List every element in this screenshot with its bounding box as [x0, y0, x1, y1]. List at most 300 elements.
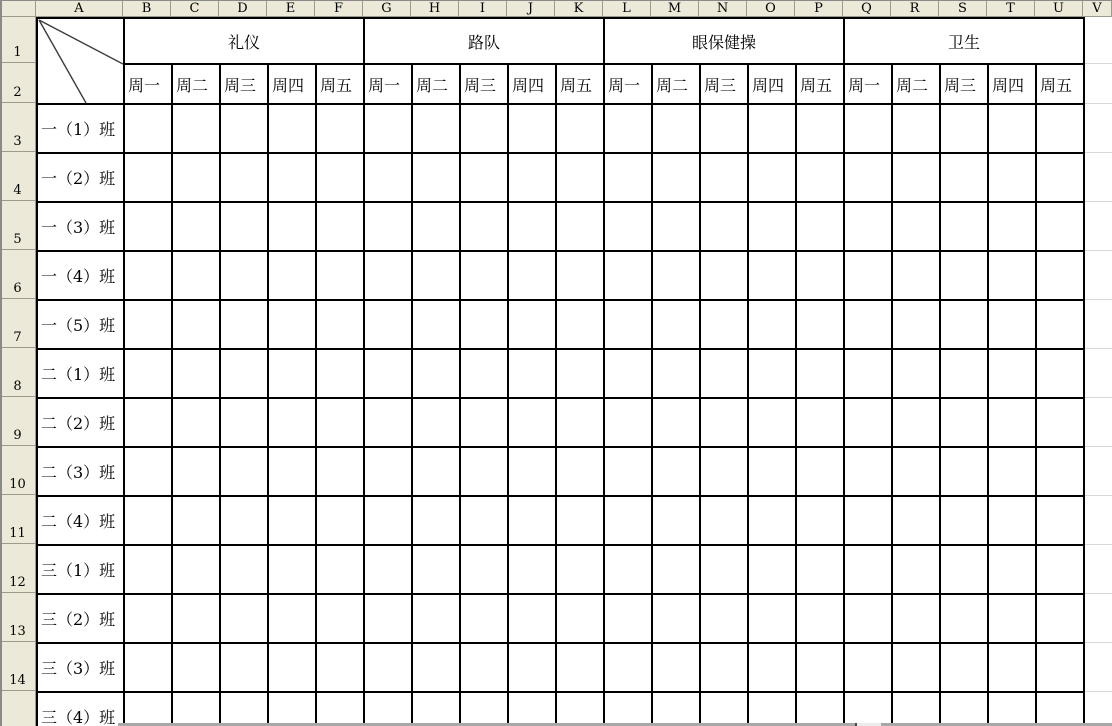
diagonal-header-cell[interactable]	[38, 19, 125, 105]
grid-cell[interactable]	[605, 154, 653, 203]
grid-cell[interactable]	[1037, 252, 1085, 301]
grid-cell[interactable]	[509, 399, 557, 448]
grid-cell[interactable]	[461, 497, 509, 546]
grid-cell[interactable]	[461, 203, 509, 252]
grid-cell[interactable]	[989, 497, 1037, 546]
grid-cell[interactable]	[1037, 693, 1085, 726]
grid-cell[interactable]	[989, 350, 1037, 399]
grid-cell[interactable]	[317, 546, 365, 595]
row-header-8[interactable]: 8	[0, 348, 36, 397]
grid-cell[interactable]	[557, 693, 605, 726]
grid-cell[interactable]	[365, 399, 413, 448]
weekday-header-cell[interactable]: 周五	[1037, 65, 1085, 105]
grid-cell[interactable]	[941, 693, 989, 726]
grid-cell[interactable]	[989, 154, 1037, 203]
column-header-J[interactable]: J	[507, 0, 555, 17]
weekday-header-cell[interactable]: 周五	[557, 65, 605, 105]
grid-cell[interactable]	[941, 546, 989, 595]
grid-cell[interactable]	[221, 644, 269, 693]
grid-cell[interactable]	[653, 154, 701, 203]
grid-cell[interactable]	[461, 595, 509, 644]
grid-cell[interactable]	[461, 644, 509, 693]
grid-cell[interactable]	[989, 693, 1037, 726]
grid-cell[interactable]	[941, 350, 989, 399]
grid-cell[interactable]	[845, 301, 893, 350]
grid-cell[interactable]	[413, 154, 461, 203]
weekday-header-cell[interactable]: 周三	[701, 65, 749, 105]
grid-cell[interactable]	[989, 105, 1037, 154]
grid-cell[interactable]	[653, 644, 701, 693]
column-header-N[interactable]: N	[699, 0, 747, 17]
grid-cell[interactable]	[1037, 203, 1085, 252]
grid-cell[interactable]	[605, 693, 653, 726]
grid-cell[interactable]	[509, 252, 557, 301]
column-header-Q[interactable]: Q	[843, 0, 891, 17]
grid-cell[interactable]	[269, 693, 317, 726]
row-header-9[interactable]: 9	[0, 397, 36, 446]
grid-cell[interactable]	[509, 693, 557, 726]
grid-cell[interactable]	[701, 497, 749, 546]
grid-cell[interactable]	[317, 105, 365, 154]
column-header-A[interactable]: A	[36, 0, 123, 17]
column-header-B[interactable]: B	[123, 0, 171, 17]
grid-cell[interactable]	[893, 301, 941, 350]
grid-cell[interactable]	[461, 399, 509, 448]
grid-cell[interactable]	[413, 448, 461, 497]
column-header-G[interactable]: G	[363, 0, 411, 17]
grid-cell[interactable]	[1037, 644, 1085, 693]
grid-cell[interactable]	[701, 399, 749, 448]
grid-cell[interactable]	[557, 203, 605, 252]
grid-cell[interactable]	[749, 301, 797, 350]
grid-cell[interactable]	[701, 203, 749, 252]
column-header-V[interactable]: V	[1083, 0, 1112, 17]
grid-cell[interactable]	[605, 497, 653, 546]
grid-cell[interactable]	[845, 448, 893, 497]
grid-cell[interactable]	[845, 693, 893, 726]
grid-cell[interactable]	[461, 350, 509, 399]
grid-cell[interactable]	[365, 350, 413, 399]
grid-cell[interactable]	[509, 203, 557, 252]
grid-cell[interactable]	[125, 105, 173, 154]
grid-cell[interactable]	[365, 252, 413, 301]
grid-cell[interactable]	[797, 399, 845, 448]
column-header-R[interactable]: R	[891, 0, 939, 17]
grid-cell[interactable]	[413, 595, 461, 644]
weekday-header-cell[interactable]: 周四	[749, 65, 797, 105]
grid-cell[interactable]	[701, 252, 749, 301]
grid-cell[interactable]	[893, 252, 941, 301]
grid-cell[interactable]	[893, 105, 941, 154]
weekday-header-cell[interactable]: 周五	[317, 65, 365, 105]
grid-cell[interactable]	[941, 497, 989, 546]
grid-cell[interactable]	[413, 252, 461, 301]
grid-cell[interactable]	[989, 399, 1037, 448]
grid-cell[interactable]	[797, 448, 845, 497]
grid-cell[interactable]	[461, 105, 509, 154]
class-name-cell[interactable]: 三（2）班	[38, 595, 125, 644]
grid-cell[interactable]	[605, 546, 653, 595]
row-header-7[interactable]: 7	[0, 299, 36, 348]
grid-cell[interactable]	[461, 546, 509, 595]
grid-cell[interactable]	[557, 105, 605, 154]
row-header-14[interactable]: 14	[0, 642, 36, 691]
grid-cell[interactable]	[989, 203, 1037, 252]
grid-cell[interactable]	[509, 546, 557, 595]
grid-cell[interactable]	[845, 399, 893, 448]
column-header-E[interactable]: E	[267, 0, 315, 17]
grid-cell[interactable]	[941, 252, 989, 301]
grid-cell[interactable]	[269, 105, 317, 154]
grid-cell[interactable]	[605, 399, 653, 448]
grid-cell[interactable]	[797, 154, 845, 203]
grid-cell[interactable]	[1037, 105, 1085, 154]
grid-cell[interactable]	[509, 644, 557, 693]
grid-cell[interactable]	[173, 203, 221, 252]
grid-cell[interactable]	[893, 497, 941, 546]
grid-cell[interactable]	[1037, 497, 1085, 546]
grid-cell[interactable]	[557, 301, 605, 350]
grid-cell[interactable]	[125, 301, 173, 350]
grid-cell[interactable]	[317, 693, 365, 726]
grid-cell[interactable]	[797, 595, 845, 644]
grid-cell[interactable]	[173, 644, 221, 693]
grid-cell[interactable]	[797, 252, 845, 301]
grid-cell[interactable]	[221, 252, 269, 301]
grid-cell[interactable]	[125, 203, 173, 252]
grid-cell[interactable]	[461, 693, 509, 726]
grid-cell[interactable]	[749, 350, 797, 399]
grid-cell[interactable]	[797, 203, 845, 252]
grid-cell[interactable]	[989, 644, 1037, 693]
grid-cell[interactable]	[797, 301, 845, 350]
row-header-4[interactable]: 4	[0, 152, 36, 201]
grid-cell[interactable]	[701, 693, 749, 726]
grid-cell[interactable]	[749, 105, 797, 154]
grid-cell[interactable]	[125, 399, 173, 448]
row-header-6[interactable]: 6	[0, 250, 36, 299]
grid-cell[interactable]	[125, 154, 173, 203]
grid-cell[interactable]	[941, 595, 989, 644]
class-name-cell[interactable]: 二（1）班	[38, 350, 125, 399]
grid-cell[interactable]	[365, 595, 413, 644]
grid-cell[interactable]	[845, 350, 893, 399]
grid-cell[interactable]	[509, 350, 557, 399]
row-header-5[interactable]: 5	[0, 201, 36, 250]
grid-cell[interactable]	[125, 595, 173, 644]
grid-cell[interactable]	[941, 105, 989, 154]
grid-cell[interactable]	[653, 350, 701, 399]
grid-cell[interactable]	[749, 497, 797, 546]
grid-cell[interactable]	[413, 301, 461, 350]
grid-cell[interactable]	[749, 252, 797, 301]
column-header-K[interactable]: K	[555, 0, 603, 17]
grid-cell[interactable]	[269, 497, 317, 546]
grid-cell[interactable]	[605, 595, 653, 644]
weekday-header-cell[interactable]: 周三	[941, 65, 989, 105]
grid-cell[interactable]	[317, 497, 365, 546]
grid-cell[interactable]	[413, 399, 461, 448]
grid-cell[interactable]	[1037, 399, 1085, 448]
section-header-cell[interactable]: 礼仪	[125, 19, 365, 65]
grid-cell[interactable]	[461, 252, 509, 301]
grid-cell[interactable]	[317, 350, 365, 399]
grid-cell[interactable]	[749, 399, 797, 448]
grid-cell[interactable]	[845, 546, 893, 595]
grid-cell[interactable]	[893, 644, 941, 693]
grid-cell[interactable]	[797, 350, 845, 399]
grid-cell[interactable]	[605, 203, 653, 252]
grid-cell[interactable]	[797, 105, 845, 154]
grid-cell[interactable]	[701, 595, 749, 644]
grid-cell[interactable]	[221, 399, 269, 448]
row-header-1[interactable]: 1	[0, 17, 36, 63]
grid-cell[interactable]	[173, 595, 221, 644]
grid-cell[interactable]	[989, 252, 1037, 301]
grid-cell[interactable]	[845, 644, 893, 693]
grid-cell[interactable]	[125, 497, 173, 546]
class-name-cell[interactable]: 一（1）班	[38, 105, 125, 154]
class-name-cell[interactable]: 一（2）班	[38, 154, 125, 203]
weekday-header-cell[interactable]: 周一	[845, 65, 893, 105]
column-header-D[interactable]: D	[219, 0, 267, 17]
class-name-cell[interactable]: 三（4）班	[38, 693, 125, 726]
grid-cell[interactable]	[797, 644, 845, 693]
weekday-header-cell[interactable]: 周一	[125, 65, 173, 105]
weekday-header-cell[interactable]: 周二	[173, 65, 221, 105]
grid-cell[interactable]	[845, 154, 893, 203]
class-name-cell[interactable]: 一（5）班	[38, 301, 125, 350]
weekday-header-cell[interactable]: 周三	[221, 65, 269, 105]
grid-cell[interactable]	[509, 595, 557, 644]
grid-cell[interactable]	[173, 399, 221, 448]
class-name-cell[interactable]: 三（3）班	[38, 644, 125, 693]
grid-cell[interactable]	[125, 644, 173, 693]
select-all-corner[interactable]	[0, 0, 36, 17]
grid-cell[interactable]	[749, 448, 797, 497]
grid-cell[interactable]	[941, 154, 989, 203]
grid-cell[interactable]	[605, 644, 653, 693]
grid-cell[interactable]	[749, 546, 797, 595]
grid-cell[interactable]	[221, 203, 269, 252]
class-name-cell[interactable]: 二（3）班	[38, 448, 125, 497]
grid-cell[interactable]	[989, 448, 1037, 497]
column-header-S[interactable]: S	[939, 0, 987, 17]
grid-cell[interactable]	[221, 154, 269, 203]
grid-cell[interactable]	[845, 252, 893, 301]
grid-cell[interactable]	[509, 154, 557, 203]
column-header-T[interactable]: T	[987, 0, 1035, 17]
grid-cell[interactable]	[221, 301, 269, 350]
row-header-15[interactable]	[0, 691, 36, 726]
grid-cell[interactable]	[461, 301, 509, 350]
grid-cell[interactable]	[893, 448, 941, 497]
grid-cell[interactable]	[269, 595, 317, 644]
grid-cell[interactable]	[653, 693, 701, 726]
grid-cell[interactable]	[653, 546, 701, 595]
grid-cell[interactable]	[317, 448, 365, 497]
grid-cell[interactable]	[461, 154, 509, 203]
grid-cell[interactable]	[701, 154, 749, 203]
grid-cell[interactable]	[365, 644, 413, 693]
weekday-header-cell[interactable]: 周二	[653, 65, 701, 105]
grid-cell[interactable]	[701, 546, 749, 595]
grid-cell[interactable]	[413, 644, 461, 693]
grid-cell[interactable]	[365, 154, 413, 203]
grid-cell[interactable]	[173, 105, 221, 154]
grid-cell[interactable]	[365, 448, 413, 497]
grid-cell[interactable]	[941, 399, 989, 448]
grid-cell[interactable]	[317, 595, 365, 644]
grid-cell[interactable]	[1037, 595, 1085, 644]
grid-cell[interactable]	[893, 693, 941, 726]
grid-cell[interactable]	[845, 203, 893, 252]
column-header-L[interactable]: L	[603, 0, 651, 17]
grid-cell[interactable]	[509, 448, 557, 497]
grid-cell[interactable]	[941, 644, 989, 693]
grid-cell[interactable]	[605, 448, 653, 497]
grid-cell[interactable]	[173, 546, 221, 595]
grid-cell[interactable]	[605, 252, 653, 301]
grid-cell[interactable]	[701, 350, 749, 399]
weekday-header-cell[interactable]: 周四	[989, 65, 1037, 105]
grid-cell[interactable]	[605, 350, 653, 399]
grid-cell[interactable]	[221, 595, 269, 644]
column-header-C[interactable]: C	[171, 0, 219, 17]
grid-cell[interactable]	[413, 105, 461, 154]
grid-cell[interactable]	[221, 497, 269, 546]
grid-cell[interactable]	[749, 595, 797, 644]
grid-cell[interactable]	[269, 154, 317, 203]
grid-cell[interactable]	[701, 105, 749, 154]
grid-cell[interactable]	[941, 203, 989, 252]
grid-cell[interactable]	[269, 399, 317, 448]
grid-cell[interactable]	[317, 203, 365, 252]
section-header-cell[interactable]: 路队	[365, 19, 605, 65]
row-header-12[interactable]: 12	[0, 544, 36, 593]
grid-cell[interactable]	[509, 301, 557, 350]
class-name-cell[interactable]: 一（3）班	[38, 203, 125, 252]
grid-cell[interactable]	[893, 595, 941, 644]
grid-cell[interactable]	[653, 595, 701, 644]
column-header-P[interactable]: P	[795, 0, 843, 17]
column-header-F[interactable]: F	[315, 0, 363, 17]
grid-cell[interactable]	[509, 105, 557, 154]
grid-cell[interactable]	[653, 105, 701, 154]
class-name-cell[interactable]: 二（4）班	[38, 497, 125, 546]
grid-cell[interactable]	[365, 497, 413, 546]
grid-cell[interactable]	[173, 252, 221, 301]
grid-cell[interactable]	[893, 546, 941, 595]
grid-cell[interactable]	[701, 301, 749, 350]
grid-cell[interactable]	[989, 595, 1037, 644]
grid-cell[interactable]	[413, 497, 461, 546]
weekday-header-cell[interactable]: 周一	[605, 65, 653, 105]
grid-cell[interactable]	[989, 546, 1037, 595]
weekday-header-cell[interactable]: 周二	[893, 65, 941, 105]
grid-cell[interactable]	[173, 693, 221, 726]
column-header-I[interactable]: I	[459, 0, 507, 17]
grid-cell[interactable]	[749, 693, 797, 726]
grid-cell[interactable]	[365, 693, 413, 726]
grid-cell[interactable]	[557, 154, 605, 203]
grid-cell[interactable]	[845, 105, 893, 154]
grid-cell[interactable]	[557, 399, 605, 448]
column-header-O[interactable]: O	[747, 0, 795, 17]
grid-cell[interactable]	[221, 546, 269, 595]
weekday-header-cell[interactable]: 周一	[365, 65, 413, 105]
column-header-M[interactable]: M	[651, 0, 699, 17]
grid-cell[interactable]	[221, 693, 269, 726]
grid-cell[interactable]	[653, 448, 701, 497]
grid-cell[interactable]	[605, 301, 653, 350]
grid-cell[interactable]	[653, 203, 701, 252]
grid-cell[interactable]	[941, 301, 989, 350]
grid-cell[interactable]	[221, 105, 269, 154]
grid-cell[interactable]	[365, 546, 413, 595]
grid-cell[interactable]	[797, 497, 845, 546]
grid-cell[interactable]	[413, 350, 461, 399]
grid-cell[interactable]	[317, 399, 365, 448]
row-header-11[interactable]: 11	[0, 495, 36, 544]
grid-cell[interactable]	[653, 497, 701, 546]
grid-cell[interactable]	[1037, 546, 1085, 595]
grid-cell[interactable]	[749, 154, 797, 203]
grid-cell[interactable]	[269, 203, 317, 252]
grid-cell[interactable]	[413, 546, 461, 595]
grid-cell[interactable]	[413, 693, 461, 726]
grid-cell[interactable]	[893, 154, 941, 203]
column-header-U[interactable]: U	[1035, 0, 1083, 17]
grid-cell[interactable]	[845, 595, 893, 644]
column-header-H[interactable]: H	[411, 0, 459, 17]
grid-cell[interactable]	[653, 301, 701, 350]
grid-cell[interactable]	[701, 644, 749, 693]
grid-cell[interactable]	[1037, 350, 1085, 399]
grid-cell[interactable]	[749, 203, 797, 252]
grid-cell[interactable]	[221, 350, 269, 399]
weekday-header-cell[interactable]: 周三	[461, 65, 509, 105]
grid-cell[interactable]	[365, 105, 413, 154]
grid-cell[interactable]	[125, 252, 173, 301]
grid-cell[interactable]	[173, 350, 221, 399]
grid-cell[interactable]	[125, 350, 173, 399]
grid-cell[interactable]	[893, 203, 941, 252]
grid-cell[interactable]	[461, 448, 509, 497]
row-header-13[interactable]: 13	[0, 593, 36, 642]
grid-cell[interactable]	[989, 301, 1037, 350]
grid-cell[interactable]	[557, 252, 605, 301]
grid-cell[interactable]	[845, 497, 893, 546]
grid-cell[interactable]	[173, 497, 221, 546]
weekday-header-cell[interactable]: 周二	[413, 65, 461, 105]
grid-cell[interactable]	[125, 546, 173, 595]
grid-cell[interactable]	[557, 546, 605, 595]
grid-cell[interactable]	[941, 448, 989, 497]
grid-cell[interactable]	[557, 448, 605, 497]
grid-cell[interactable]	[317, 252, 365, 301]
grid-cell[interactable]	[653, 252, 701, 301]
weekday-header-cell[interactable]: 周五	[797, 65, 845, 105]
grid-cell[interactable]	[653, 399, 701, 448]
grid-cell[interactable]	[365, 203, 413, 252]
grid-cell[interactable]	[173, 301, 221, 350]
grid-cell[interactable]	[797, 546, 845, 595]
class-name-cell[interactable]: 二（2）班	[38, 399, 125, 448]
grid-cell[interactable]	[221, 448, 269, 497]
grid-cell[interactable]	[413, 203, 461, 252]
grid-cell[interactable]	[605, 105, 653, 154]
